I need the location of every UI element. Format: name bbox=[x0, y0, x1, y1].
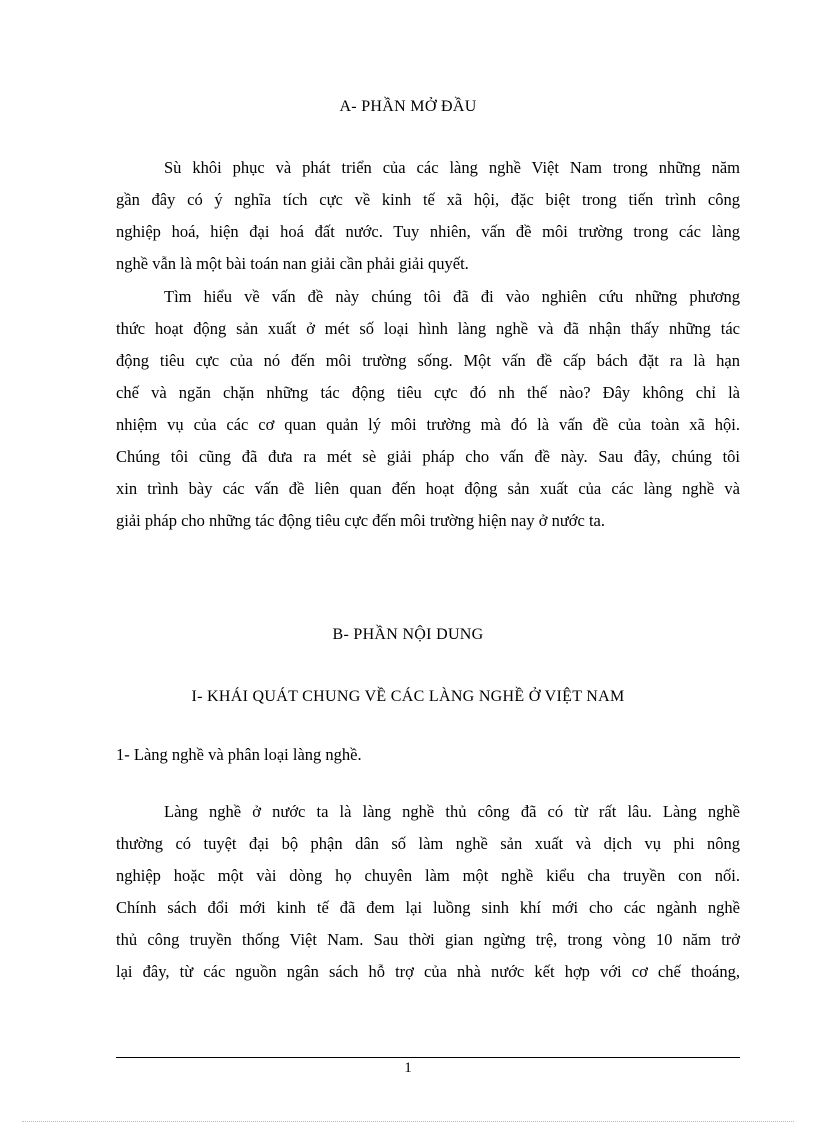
paragraph-line: thủ công truyền thống Việt Nam. Sau thời gian ngừng trệ, trong vòng 10 năm trở bbox=[116, 930, 740, 949]
paragraph-line: Tìm hiểu về vấn đề này chúng tôi đã đi vào nghiên cứu những phương bbox=[164, 287, 740, 306]
paragraph-line: Sù khôi phục và phát triển của các làng nghề Việt Nam trong những năm bbox=[164, 158, 740, 177]
paragraph-line: Làng nghề ở nước ta là làng nghề thủ công đã có từ rất lâu. Làng nghề bbox=[164, 802, 740, 821]
paragraph-line: thường có tuyệt đại bộ phận dân số làm nghề sản xuất và dịch vụ phi nông bbox=[116, 834, 740, 853]
section-b-title: B- PHẦN NỘI DUNG bbox=[332, 626, 484, 643]
paragraph-line: nhiệm vụ của các cơ quan quản lý môi trường mà đó là vấn đề của toàn xã hội. bbox=[116, 415, 740, 434]
paragraph-line: chế và ngăn chặn những tác động tiêu cực đó nh thế nào? Đây không chỉ là bbox=[116, 383, 740, 402]
subsection-title: 1- Làng nghề và phân loại làng nghề. bbox=[116, 745, 362, 764]
footer-divider bbox=[116, 1057, 740, 1058]
page-boundary bbox=[22, 1121, 794, 1122]
paragraph-line: nghiệp hoá, hiện đại hoá đất nước. Tuy nhiên, vấn đề môi trường trong các làng bbox=[116, 222, 740, 241]
section-a-paragraph-2 bbox=[116, 281, 740, 537]
paragraph-line: Chính sách đổi mới kinh tế đã đem lại luồng sinh khí mới cho các ngành nghề bbox=[116, 898, 740, 917]
paragraph-line: gần đây có ý nghĩa tích cực về kinh tế xã hội, đặc biệt trong tiến trình công bbox=[116, 190, 740, 209]
paragraph-line: nghề vẫn là một bài toán nan giải cần phải giải quyết. bbox=[116, 254, 469, 273]
paragraph-line: giải pháp cho những tác động tiêu cực đến môi trường hiện nay ở nước ta. bbox=[116, 511, 605, 530]
paragraph-line: Chúng tôi cũng đã đưa ra mét sè giải pháp cho vấn đề này. Sau đây, chúng tôi bbox=[116, 447, 740, 466]
paragraph-line: động tiêu cực của nó đến môi trường sống. Một vấn đề cấp bách đặt ra là hạn bbox=[116, 351, 740, 370]
paragraph-line: thức hoạt động sản xuất ở mét số loại hình làng nghề và đã nhận thấy những tác bbox=[116, 319, 740, 338]
paragraph-line: nghiệp hoặc một vài dòng họ chuyên làm một nghề kiểu cha truyền con nối. bbox=[116, 866, 740, 885]
paragraph-line: lại đây, từ các nguồn ngân sách hỗ trợ của nhà nước kết hợp với cơ chế thoáng, bbox=[116, 962, 740, 981]
section-b-paragraph-1 bbox=[116, 796, 740, 988]
page-number: 1 bbox=[404, 1060, 412, 1076]
chapter-title: I- KHÁI QUÁT CHUNG VỀ CÁC LÀNG NGHỀ Ở VIỆT NAM bbox=[191, 688, 625, 705]
section-a-paragraph-1 bbox=[116, 152, 740, 280]
paragraph-line: xin trình bày các vấn đề liên quan đến hoạt động sản xuất của các làng nghề và bbox=[116, 479, 740, 498]
section-a-title: A- PHẦN MỞ ĐẦU bbox=[339, 98, 477, 115]
